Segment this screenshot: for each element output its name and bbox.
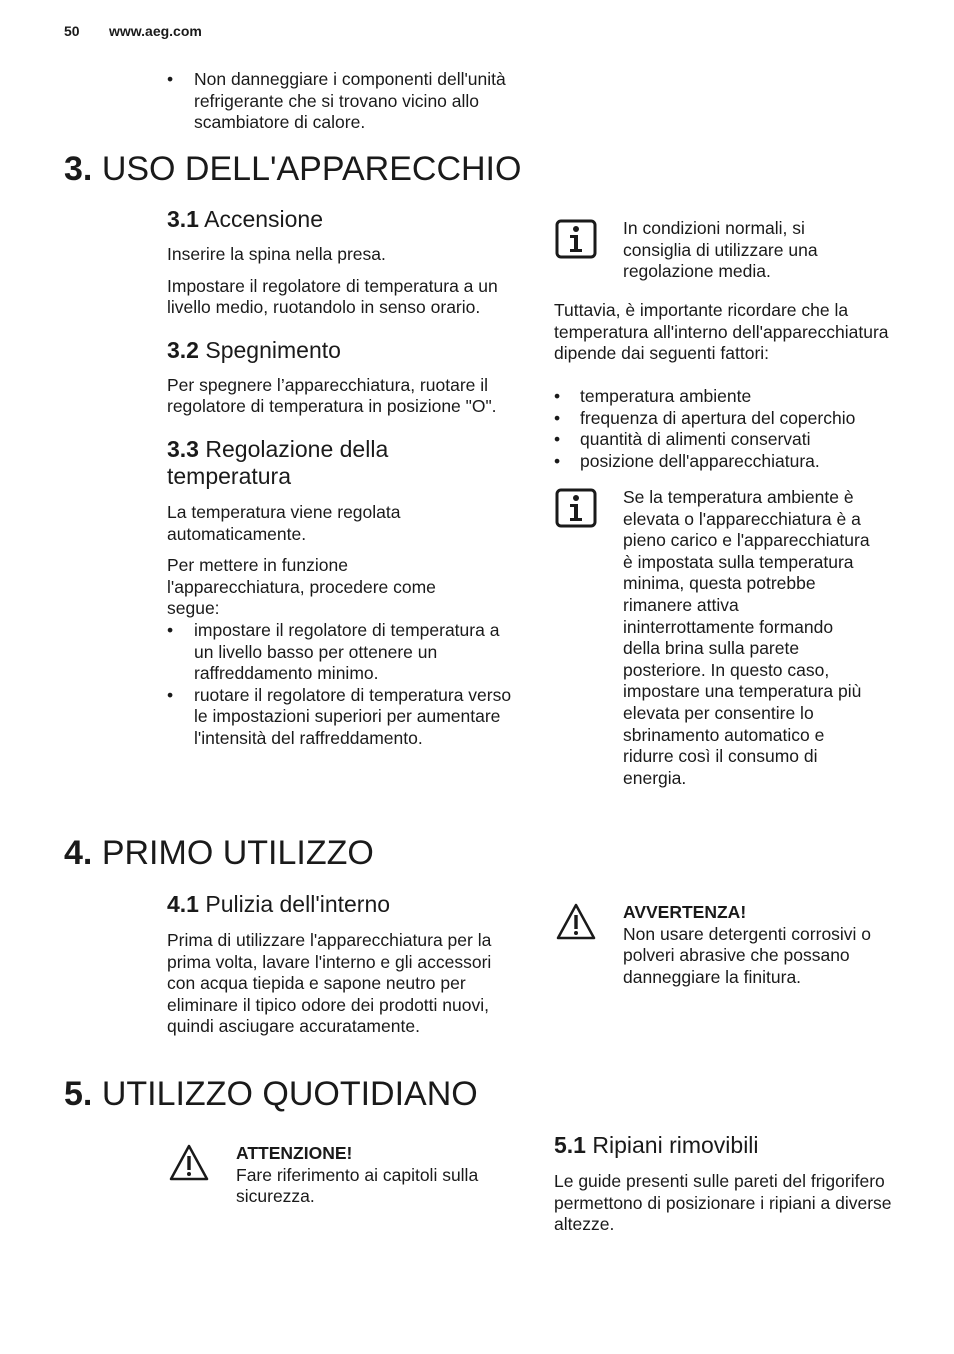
section-title: USO DELL'APPARECCHIO [101,150,522,188]
steps-list [167,620,517,750]
section-title: PRIMO UTILIZZO [101,834,374,872]
paragraph: Inserire la spina nella presa. [167,244,386,264]
list-item: • impostare il regolatore di temperatura a un livello basso per ottenere un raffreddamento minimo. [167,620,517,685]
section-number: 5. [64,1075,93,1113]
subsection-5-1-heading [554,1132,899,1159]
paragraph: Tuttavia, è importante ricordare che la temperatura all'interno dell'apparecchiatura dipende dai seguenti fattori: [554,300,889,364]
paragraph: Impostare il regolatore di temperatura a un livello medio, ruotandolo in senso orario. [167,275,498,318]
subsection-3-2-heading [167,337,527,364]
section-number: 3. [64,150,93,188]
warning-title: AVVERTENZA! [623,902,747,922]
section-4-heading [64,833,374,873]
subsection-number: 3.2 [167,336,199,363]
warning-text: Non usare detergenti corrosivi o polveri abrasive che possano danneggiare la finitura. [623,923,872,987]
subsection-title: Accensione [204,206,324,232]
subsection-title: Spegnimento [205,336,341,363]
subsection-title: Ripiani rimovibili [592,1132,759,1158]
info-note-text: In condizioni normali, si consiglia di utilizzare una regolazione media. [623,218,818,282]
list-item: • posizione dell'apparecchiatura. [554,451,914,473]
paragraph: Per spegnere l’apparecchiatura, ruotare il regolatore di temperatura in posizione "O". [167,374,497,417]
info-icon [555,488,597,528]
warning-box [623,902,883,988]
list-item: • Non danneggiare i componenti dell'unità refrigerante che si trovano vicino allo scambiatore di calore. [167,69,522,134]
subsection-number: 3.3 [167,435,199,462]
page-number: 50 [64,23,80,39]
subsection-title: Regolazione della temperatura [167,435,389,489]
caution-title: ATTENZIONE! [236,1143,353,1163]
list-item: • quantità di alimenti conservati [554,429,914,451]
list-item: • ruotare il regolatore di temperatura verso le impostazioni superiori per aumentare l'intensità del raffreddamento. [167,685,517,750]
subsection-number: 3.1 [167,206,199,232]
subsection-number: 4.1 [167,891,199,917]
factors-list [554,386,914,472]
subsection-4-1-heading [167,891,512,918]
intro-bullet-list [167,69,522,134]
info-note-text: Se la temperatura ambiente è elevata o l'apparecchiatura è a pieno carico e l'apparecchiatura è impostata sulla temperatura minima, questa potrebbe rimanere attiva ininterrottamente formando della brina sulla parete posteriore. In questo caso, impostare una temperatura più elevata per consentire lo sbrinamento automatico e ridurre così il consumo di energia. [623,487,870,788]
subsection-3-1-heading [167,206,527,233]
warning-triangle-icon [168,1143,210,1183]
caution-text: Fare riferimento ai capitoli sulla sicurezza. [236,1164,479,1207]
section-5-right-column [554,1132,899,1236]
section-number: 4. [64,834,93,872]
section-4-left-column [167,891,512,1038]
info-icon [555,219,597,259]
subsection-title: Pulizia dell'interno [205,891,391,917]
section-3-left-column [167,206,527,750]
caution-box [236,1143,506,1208]
paragraph: Le guide presenti sulle pareti del frigorifero permettono di posizionare i ripiani a diverse altezze. [554,1171,892,1235]
site-url: www.aeg.com [109,23,202,39]
section-title: UTILIZZO QUOTIDIANO [101,1075,478,1113]
warning-triangle-icon [555,902,597,942]
subsection-number: 5.1 [554,1132,586,1158]
list-item: • frequenza di apertura del coperchio [554,408,914,430]
subsection-3-3-heading [167,436,467,490]
paragraph: La temperatura viene regolata automaticamente. [167,501,401,544]
list-item: • temperatura ambiente [554,386,914,408]
section-3-heading [64,149,521,189]
paragraph: Prima di utilizzare l'apparecchiatura per la prima volta, lavare l'interno e gli accessori con acqua tiepida e sapone neutro per eliminare il tipico odore dei prodotti nuovi, quindi asciugare accuratamente. [167,930,492,1037]
paragraph: Per mettere in funzione l'apparecchiatura, procedere come segue: [167,555,436,619]
section-5-heading [64,1074,478,1114]
